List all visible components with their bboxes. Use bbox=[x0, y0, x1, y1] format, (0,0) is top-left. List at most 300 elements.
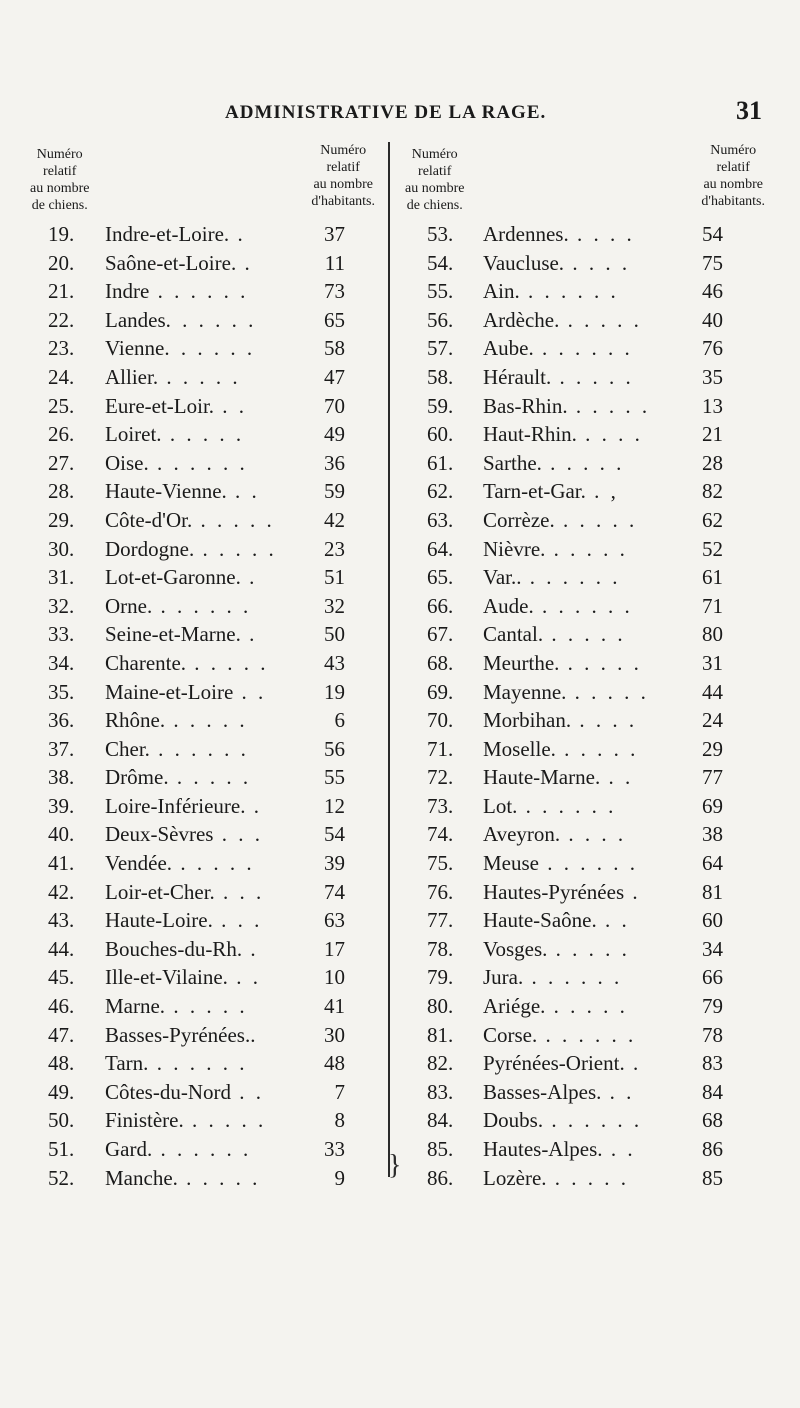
rank-number: 49. bbox=[48, 1079, 75, 1104]
department-label: Ariége. bbox=[483, 994, 546, 1019]
leader-dots: . bbox=[245, 793, 262, 818]
running-header bbox=[0, 96, 800, 136]
leader-dots: . . . . . bbox=[165, 994, 248, 1019]
department-name bbox=[105, 792, 262, 821]
table-row bbox=[405, 792, 765, 821]
rank-number: 63. bbox=[427, 507, 454, 532]
inhabitants-rank: 12 bbox=[324, 793, 345, 818]
department-label: Meuse bbox=[483, 851, 539, 876]
table-row bbox=[405, 1135, 765, 1164]
rank-number: 53. bbox=[427, 222, 454, 246]
inhabitants-rank: 36 bbox=[324, 450, 345, 475]
department-label: Basses-Alpes. bbox=[483, 1079, 602, 1104]
table-row bbox=[30, 277, 375, 306]
inhabitants-rank: 41 bbox=[324, 994, 345, 1019]
department-label: Indre-et-Loire. bbox=[105, 222, 230, 246]
department-name bbox=[105, 506, 275, 535]
leader-dots: . bbox=[240, 565, 258, 590]
inhabitants-rank: 35 bbox=[702, 364, 723, 389]
leader-dots: . . . . . bbox=[192, 507, 275, 532]
department-label: Hérault. bbox=[483, 364, 552, 389]
header-line: de chiens. bbox=[31, 198, 88, 213]
rank-number: 42. bbox=[48, 879, 75, 904]
inhabitants-rank: 86 bbox=[702, 1137, 723, 1161]
department-label: Maine-et-Loire bbox=[105, 679, 234, 704]
rank-number: 46. bbox=[48, 994, 75, 1019]
leader-dots: . . . . . bbox=[177, 1165, 261, 1190]
table-row bbox=[405, 1078, 765, 1107]
table-row bbox=[30, 363, 375, 392]
rank-number: 29. bbox=[48, 507, 75, 532]
rank-number: 30. bbox=[48, 536, 75, 561]
department-name bbox=[105, 963, 261, 992]
table-row bbox=[30, 420, 375, 449]
table-row bbox=[405, 992, 765, 1021]
inhabitants-rank: 33 bbox=[324, 1137, 345, 1161]
leader-dots: . . . . . . bbox=[148, 1051, 248, 1076]
department-name bbox=[105, 306, 256, 335]
inhabitants-rank: 23 bbox=[324, 536, 345, 561]
header-line: au nombre bbox=[30, 181, 90, 196]
rank-number: 34. bbox=[48, 650, 75, 675]
department-label: Haut-Rhin. bbox=[483, 422, 577, 447]
department-name bbox=[105, 935, 259, 964]
right-header-dogs bbox=[405, 146, 464, 214]
department-label: Haute-Saône. bbox=[483, 908, 597, 933]
table-row bbox=[405, 735, 765, 764]
department-name bbox=[483, 477, 619, 506]
department-name bbox=[105, 878, 264, 907]
department-label: Vosges. bbox=[483, 936, 548, 961]
department-label: Indre bbox=[105, 279, 150, 304]
leader-dots: . . . . . . bbox=[152, 1137, 252, 1161]
header-line: relatif bbox=[418, 164, 452, 179]
department-label: Doubs. bbox=[483, 1108, 544, 1133]
table-row bbox=[405, 363, 765, 392]
department-label: Jura. bbox=[483, 965, 524, 990]
department-name bbox=[105, 334, 255, 363]
inhabitants-rank: 21 bbox=[702, 422, 723, 447]
inhabitants-rank: 66 bbox=[702, 965, 723, 990]
inhabitants-rank: 39 bbox=[324, 851, 345, 876]
leader-dots: . . bbox=[226, 479, 260, 504]
page-number: 31 bbox=[736, 96, 762, 125]
leader-dots: . . . . . bbox=[543, 622, 626, 647]
department-label: Côte-d'Or. bbox=[105, 507, 193, 532]
leader-dots: . . bbox=[596, 908, 630, 933]
department-name bbox=[105, 1164, 260, 1193]
department-name bbox=[105, 992, 248, 1021]
inhabitants-rank: 73 bbox=[324, 279, 345, 304]
rank-number: 24. bbox=[48, 364, 75, 389]
table-row bbox=[30, 906, 375, 935]
department-name bbox=[483, 592, 633, 621]
table-row bbox=[405, 763, 765, 792]
leader-dots: . . . . . bbox=[161, 422, 245, 447]
rank-number: 54. bbox=[427, 250, 454, 275]
table-row bbox=[30, 1164, 375, 1193]
leader-dots: . . . . . . bbox=[539, 851, 638, 876]
department-name bbox=[105, 906, 262, 935]
inhabitants-rank: 54 bbox=[702, 222, 723, 246]
table-row bbox=[30, 878, 375, 907]
department-name bbox=[483, 649, 642, 678]
department-label: Haute-Loire. bbox=[105, 908, 213, 933]
table-row bbox=[405, 535, 765, 564]
department-name bbox=[105, 277, 248, 306]
table-row bbox=[30, 678, 375, 707]
inhabitants-rank: 56 bbox=[324, 736, 345, 761]
rank-number: 31. bbox=[48, 565, 75, 590]
department-name bbox=[483, 763, 633, 792]
rank-number: 72. bbox=[427, 765, 454, 790]
rank-number: 19. bbox=[48, 222, 75, 246]
header-line: relatif bbox=[43, 164, 77, 179]
department-name bbox=[105, 1106, 266, 1135]
header-line: au nombre bbox=[405, 181, 465, 196]
left-header-dogs bbox=[30, 146, 89, 214]
table-row bbox=[30, 620, 375, 649]
rank-number: 50. bbox=[48, 1108, 75, 1133]
table-row bbox=[30, 763, 375, 792]
inhabitants-rank: 46 bbox=[702, 279, 723, 304]
leader-dots: . . . . . bbox=[546, 1165, 630, 1190]
rank-number: 81. bbox=[427, 1022, 454, 1047]
department-name bbox=[105, 1021, 255, 1050]
rank-number: 20. bbox=[48, 250, 75, 275]
rank-number: 40. bbox=[48, 822, 75, 847]
closing-brace: } bbox=[388, 1150, 402, 1181]
leader-dots: . . . . . bbox=[567, 393, 651, 418]
inhabitants-rank: 34 bbox=[702, 936, 723, 961]
table-row bbox=[405, 1164, 765, 1193]
department-name bbox=[105, 849, 255, 878]
inhabitants-rank: 37 bbox=[324, 222, 345, 246]
leader-dots: . . . . . bbox=[559, 307, 642, 332]
rank-number: 60. bbox=[427, 422, 454, 447]
table-row bbox=[405, 963, 765, 992]
header-line: Numéro bbox=[320, 143, 367, 158]
header-line: Numéro bbox=[36, 147, 83, 162]
table-row bbox=[30, 963, 375, 992]
table-row bbox=[405, 906, 765, 935]
rank-number: 41. bbox=[48, 851, 75, 876]
department-label: Sarthe. bbox=[483, 450, 542, 475]
rank-number: 48. bbox=[48, 1051, 75, 1076]
table-row bbox=[405, 678, 765, 707]
department-name bbox=[105, 1049, 247, 1078]
department-name bbox=[483, 678, 649, 707]
department-name bbox=[483, 1164, 629, 1193]
table-row bbox=[405, 820, 765, 849]
rank-number: 56. bbox=[427, 307, 454, 332]
department-name bbox=[483, 792, 616, 821]
department-label: Lot. bbox=[483, 793, 518, 818]
leader-dots: . . . . . bbox=[186, 650, 269, 675]
header-title: ADMINISTRATIVE DE LA RAGE. bbox=[225, 102, 547, 123]
inhabitants-rank: 70 bbox=[324, 393, 345, 418]
rank-number: 59. bbox=[427, 393, 454, 418]
inhabitants-rank: 65 bbox=[324, 307, 345, 332]
rank-number: 73. bbox=[427, 793, 454, 818]
department-label: Orne. bbox=[105, 593, 153, 618]
leader-dots: . . . bbox=[212, 908, 263, 933]
rank-number: 23. bbox=[48, 336, 75, 361]
header-line: relatif bbox=[326, 160, 360, 175]
leader-dots: . . . . bbox=[560, 822, 627, 847]
department-label: Ille-et-Vilaine. bbox=[105, 965, 228, 990]
inhabitants-rank: 52 bbox=[702, 536, 723, 561]
leader-dots: . . . . . bbox=[554, 507, 638, 532]
rank-number: 65. bbox=[427, 565, 454, 590]
rank-number: 62. bbox=[427, 479, 454, 504]
inhabitants-rank: 30 bbox=[324, 1022, 345, 1047]
inhabitants-rank: 28 bbox=[702, 450, 723, 475]
rank-number: 26. bbox=[48, 422, 75, 447]
table-row bbox=[405, 878, 765, 907]
table-row bbox=[405, 277, 765, 306]
department-label: Deux-Sèvres bbox=[105, 822, 214, 847]
department-label: Meurthe. bbox=[483, 650, 560, 675]
department-name bbox=[483, 363, 634, 392]
inhabitants-rank: 9 bbox=[334, 1165, 345, 1190]
department-name bbox=[105, 449, 248, 478]
rank-number: 22. bbox=[48, 307, 75, 332]
table-row bbox=[30, 306, 375, 335]
department-label: Ain. bbox=[483, 279, 520, 304]
department-label: Aude. bbox=[483, 593, 534, 618]
rank-number: 85. bbox=[427, 1137, 454, 1161]
rank-number: 45. bbox=[48, 965, 75, 990]
department-label: Moselle. bbox=[483, 736, 556, 761]
inhabitants-rank: 79 bbox=[702, 994, 723, 1019]
rank-number: 44. bbox=[48, 936, 75, 961]
inhabitants-rank: 58 bbox=[324, 336, 345, 361]
inhabitants-rank: 8 bbox=[334, 1108, 345, 1133]
inhabitants-rank: 78 bbox=[702, 1022, 723, 1047]
leader-dots: . . . . . . bbox=[152, 593, 252, 618]
rank-number: 64. bbox=[427, 536, 454, 561]
inhabitants-rank: 81 bbox=[702, 879, 723, 904]
department-name bbox=[483, 992, 628, 1021]
table-row bbox=[405, 1106, 765, 1135]
department-name bbox=[483, 1135, 636, 1164]
rank-number: 39. bbox=[48, 793, 75, 818]
inhabitants-rank: 69 bbox=[702, 793, 723, 818]
department-name bbox=[483, 620, 626, 649]
table-row bbox=[30, 535, 375, 564]
rank-number: 35. bbox=[48, 679, 75, 704]
department-name bbox=[483, 963, 622, 992]
leader-dots: . . bbox=[214, 393, 248, 418]
inhabitants-rank: 83 bbox=[702, 1051, 723, 1076]
table-row bbox=[405, 220, 765, 249]
leader-dots: . , bbox=[585, 479, 619, 504]
rank-number: 43. bbox=[48, 908, 75, 933]
department-name bbox=[483, 306, 642, 335]
department-name bbox=[483, 849, 638, 878]
leader-dots: . . . bbox=[214, 879, 265, 904]
leader-dots: . . . . bbox=[571, 708, 638, 733]
rank-number: 57. bbox=[427, 336, 454, 361]
department-label: Pyrénées-Orient. bbox=[483, 1051, 625, 1076]
department-label: Drôme. bbox=[105, 765, 169, 790]
inhabitants-rank: 50 bbox=[324, 622, 345, 647]
leader-dots: . . . . . bbox=[194, 536, 277, 561]
inhabitants-rank: 17 bbox=[324, 936, 345, 961]
rank-number: 36. bbox=[48, 708, 75, 733]
rank-number: 86. bbox=[427, 1165, 454, 1190]
leader-dots: . bbox=[236, 250, 253, 275]
department-label: Basses-Pyrénées.. bbox=[105, 1022, 256, 1047]
leader-dots: . . . . . bbox=[172, 851, 255, 876]
department-name bbox=[483, 277, 619, 306]
header-line: Numéro bbox=[411, 147, 458, 162]
department-name bbox=[483, 392, 650, 421]
department-label: Morbihan. bbox=[483, 708, 572, 733]
department-name bbox=[483, 906, 630, 935]
inhabitants-rank: 64 bbox=[702, 851, 723, 876]
table-row bbox=[405, 477, 765, 506]
leader-dots: . . . . . . bbox=[148, 450, 248, 475]
department-name bbox=[105, 220, 246, 249]
left-column bbox=[30, 142, 375, 1192]
rank-number: 67. bbox=[427, 622, 454, 647]
table-row bbox=[405, 1021, 765, 1050]
table-row bbox=[30, 992, 375, 1021]
rank-number: 25. bbox=[48, 393, 75, 418]
leader-dots: . . . . . . bbox=[521, 565, 621, 590]
rank-number: 79. bbox=[427, 965, 454, 990]
rank-number: 51. bbox=[48, 1137, 75, 1161]
leader-dots: . . . . . . bbox=[533, 336, 633, 361]
table-row bbox=[405, 420, 765, 449]
rank-number: 69. bbox=[427, 679, 454, 704]
table-row bbox=[30, 649, 375, 678]
department-name bbox=[105, 535, 277, 564]
leader-dots: . . bbox=[230, 1079, 264, 1104]
header-line: d'habitants. bbox=[311, 194, 375, 209]
department-label: Vendée. bbox=[105, 851, 173, 876]
department-name bbox=[105, 249, 253, 278]
department-label: Haute-Marne. bbox=[483, 765, 601, 790]
rank-number: 76. bbox=[427, 879, 454, 904]
column-divider bbox=[388, 142, 390, 1177]
department-name bbox=[483, 449, 624, 478]
right-column bbox=[405, 142, 765, 1192]
department-label: Cantal. bbox=[483, 622, 544, 647]
inhabitants-rank: 24 bbox=[702, 708, 723, 733]
inhabitants-rank: 80 bbox=[702, 622, 723, 647]
department-label: Mayenne. bbox=[483, 679, 567, 704]
table-row bbox=[30, 220, 375, 249]
table-row bbox=[30, 592, 375, 621]
rank-number: 55. bbox=[427, 279, 454, 304]
inhabitants-rank: 32 bbox=[324, 593, 345, 618]
rank-number: 52. bbox=[48, 1165, 75, 1190]
leader-dots: . . . . . . bbox=[543, 1108, 643, 1133]
right-rows bbox=[405, 220, 765, 1192]
leader-dots: . . . . bbox=[568, 222, 635, 246]
department-name bbox=[483, 1106, 642, 1135]
rank-number: 37. bbox=[48, 736, 75, 761]
inhabitants-rank: 42 bbox=[324, 507, 345, 532]
rank-number: 32. bbox=[48, 593, 75, 618]
header-line: relatif bbox=[716, 160, 750, 175]
rank-number: 77. bbox=[427, 908, 454, 933]
table-row bbox=[405, 706, 765, 735]
leader-dots: . . . . . . bbox=[149, 279, 249, 304]
department-name bbox=[483, 935, 630, 964]
table-row bbox=[405, 592, 765, 621]
department-name bbox=[483, 1049, 641, 1078]
department-name bbox=[483, 334, 633, 363]
department-label: Bouches-du-Rh. bbox=[105, 936, 243, 961]
table-row bbox=[405, 334, 765, 363]
table-row bbox=[405, 649, 765, 678]
rank-number: 83. bbox=[427, 1079, 454, 1104]
department-name bbox=[105, 678, 266, 707]
leader-dots: . . . . . . bbox=[165, 307, 257, 332]
inhabitants-rank: 38 bbox=[702, 822, 723, 847]
department-name bbox=[483, 820, 626, 849]
department-label: Loire-Inférieure. bbox=[105, 793, 246, 818]
leader-dots: . . . . . . bbox=[164, 336, 256, 361]
department-label: Ardèche. bbox=[483, 307, 560, 332]
header-line: d'habitants. bbox=[701, 194, 765, 209]
department-name bbox=[105, 392, 247, 421]
inhabitants-rank: 6 bbox=[334, 708, 345, 733]
table-row bbox=[30, 1021, 375, 1050]
department-name bbox=[105, 477, 260, 506]
table-row bbox=[30, 792, 375, 821]
header-line: de chiens. bbox=[406, 198, 463, 213]
table-row bbox=[30, 392, 375, 421]
leader-dots: . . bbox=[227, 965, 261, 990]
department-label: Tarn-et-Gar. bbox=[483, 479, 586, 504]
inhabitants-rank: 55 bbox=[324, 765, 345, 790]
department-label: Nièvre. bbox=[483, 536, 546, 561]
table-row bbox=[30, 506, 375, 535]
leader-dots: . . . . . . bbox=[519, 279, 619, 304]
rank-number: 82. bbox=[427, 1051, 454, 1076]
inhabitants-rank: 77 bbox=[702, 765, 723, 790]
rank-number: 78. bbox=[427, 936, 454, 961]
table-row bbox=[405, 392, 765, 421]
table-row bbox=[30, 935, 375, 964]
table-row bbox=[30, 849, 375, 878]
department-name bbox=[483, 1078, 634, 1107]
leader-dots: . . . . . bbox=[566, 679, 649, 704]
leader-dots: . bbox=[240, 622, 258, 647]
department-label: Saône-et-Loire. bbox=[105, 250, 237, 275]
department-label: Eure-et-Loir. bbox=[105, 393, 215, 418]
department-name bbox=[105, 649, 269, 678]
department-name bbox=[483, 535, 628, 564]
department-label: Ardennes. bbox=[483, 222, 569, 246]
department-name bbox=[483, 249, 630, 278]
department-name bbox=[105, 1135, 251, 1164]
left-header-inhabitants bbox=[311, 142, 375, 210]
leader-dots: . . . . . bbox=[183, 1108, 267, 1133]
header-line: Numéro bbox=[710, 143, 757, 158]
department-name bbox=[483, 706, 637, 735]
inhabitants-rank: 71 bbox=[702, 593, 723, 618]
department-label: Cher. bbox=[105, 736, 150, 761]
department-label: Lozère. bbox=[483, 1165, 547, 1190]
leader-dots: . . . . . bbox=[547, 936, 630, 961]
right-column-header bbox=[405, 142, 765, 220]
